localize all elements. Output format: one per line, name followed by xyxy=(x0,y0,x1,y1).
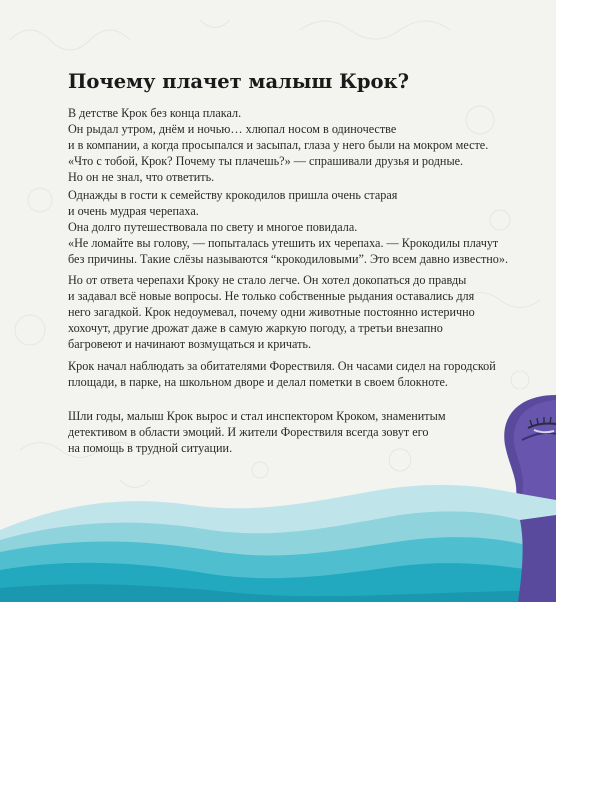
text-line: «Что с тобой, Крок? Почему ты плачешь?» — спрашивали друзья и родные. xyxy=(68,154,464,168)
text-line: Крок начал наблюдать за обитателями Форествиля. Он часами сидел на городской xyxy=(68,359,496,373)
text-line: и очень мудрая черепаха. xyxy=(68,204,199,218)
text-line: Она долго путешествовала по свету и многое повидала. xyxy=(68,220,358,234)
text-line: Но от ответа черепахи Кроку не стало легче. Он хотел докопаться до правды xyxy=(68,273,467,287)
text-line: и в компании, а когда просыпался и засыпал, глаза у него были на мокром месте. xyxy=(68,138,489,152)
text-line: площади, в парке, на школьном дворе и делал пометки в своем блокноте. xyxy=(68,375,448,389)
text-line: Он рыдал утром, днём и ночью… хлюпал носом в одиночестве xyxy=(68,122,397,136)
text-line: багровеют и начинают возмущаться и кричать. xyxy=(68,337,312,351)
text-line: хохочут, другие дрожат даже в самую жаркую погоду, а третьи внезапно xyxy=(68,321,443,335)
page-title: Почему плачет малыш Крок? xyxy=(68,70,410,93)
text-line: Но он не знал, что ответить. xyxy=(68,170,215,184)
text-line: «Не ломайте вы голову, — попыталась утешить их черепаха. — Крокодилы плачут xyxy=(68,236,499,250)
text-line: В детстве Крок без конца плакал. xyxy=(68,106,242,120)
text-line: Шли годы, малыш Крок вырос и стал инспектором Кроком, знаменитым xyxy=(68,409,446,423)
text-line: без причины. Такие слёзы называются “крокодиловыми”. Это всем давно известно». xyxy=(68,252,509,266)
text-line: Однажды в гости к семейству крокодилов пришла очень старая xyxy=(68,188,398,202)
text-line: на помощь в трудной ситуации. xyxy=(68,441,233,455)
text-line: и задавал всё новые вопросы. Не только собственные рыдания оставались для xyxy=(68,289,475,303)
text-line: детективом в области эмоций. И жители Форествиля всегда зовут его xyxy=(68,425,429,439)
text-line: него загадкой. Крок недоумевал, почему одни животные постоянно истерично xyxy=(68,305,475,319)
